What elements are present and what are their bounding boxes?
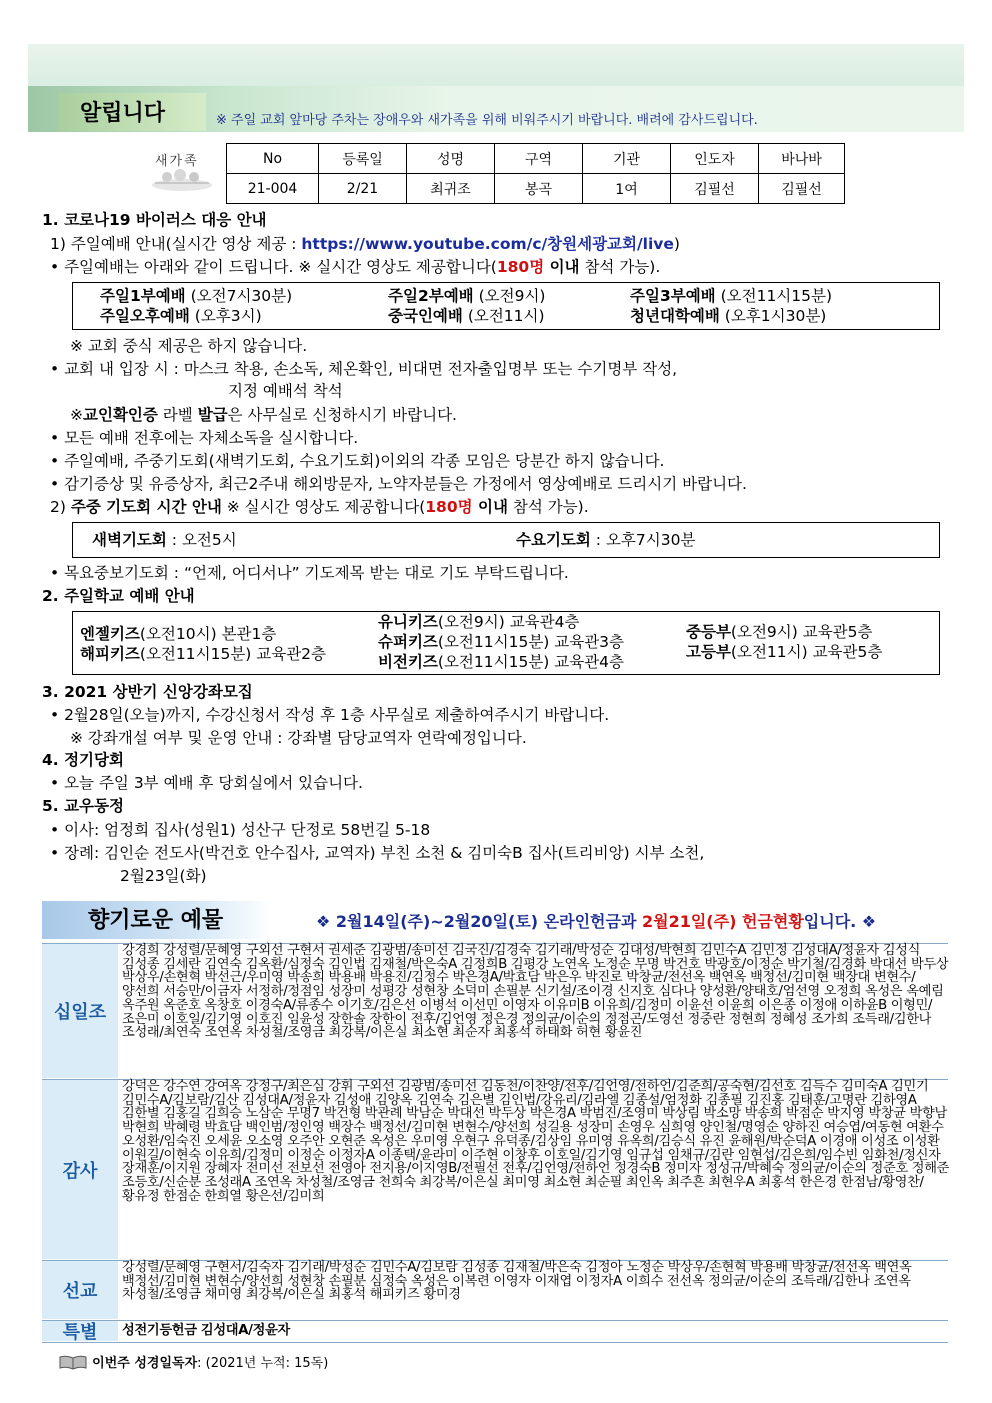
new-family-table (226, 143, 845, 204)
footer-label: 이번주 성경일독자 (92, 1356, 198, 1371)
section-2-title: 2. 주일학교 예배 안내 (42, 587, 195, 605)
sunday-service-heading (50, 234, 680, 254)
footer-text: : (2021년 누적: 15독) (197, 1356, 329, 1371)
offering-title: 향기로운 예물 (88, 908, 224, 933)
bullet-symptoms: • 감기증상 및 유증상자, 최근2주내 해외방문자, 노약자분들은 가정에서 영상예배로 드리시기 바랍니다. (50, 475, 747, 493)
prayer-name: 새벽기도회 (92, 531, 167, 549)
offering-subtitle (316, 909, 876, 932)
text: 은 사무실로 신청하시기 바랍니다. (227, 406, 457, 424)
service-name: 주일3부예배 (630, 287, 716, 305)
school-name: 해피키즈 (80, 645, 140, 663)
school-info: (오전11시) 교육관5층 (730, 643, 883, 661)
bullet-entry: • 교회 내 입장 시 : 마스크 착용, 손소독, 체온확인, 비대면 전자출입명부 또는 수기명부 작성, (50, 360, 678, 378)
school-info: (오전11시15분) 교육관2층 (139, 645, 327, 663)
table-header-cell: No (227, 144, 319, 174)
service-name: 중국인예배 (388, 307, 463, 325)
bullet-session: • 오늘 주일 3부 예배 후 당회실에서 있습니다. (50, 774, 363, 792)
youtube-link[interactable]: https://www.youtube.com/c/창원세광교회/live (301, 235, 674, 253)
divider (42, 1320, 948, 1321)
school-item (378, 632, 624, 652)
text: 2월21일(주) 헌금현황 (641, 912, 804, 931)
table-cell: 21-004 (227, 174, 319, 204)
bullet-disinfect: • 모든 예배 전후에는 자체소독을 실시합니다. (50, 429, 359, 447)
service-item (630, 306, 826, 326)
service-item (100, 306, 262, 326)
text: 주중 기도회 시간 안내 (70, 498, 222, 516)
table-cell: 김필선 (671, 174, 759, 204)
table-header-cell: 구역 (495, 144, 583, 174)
table-row (227, 174, 845, 204)
school-info: (오전11시15분) 교육관3층 (437, 633, 625, 651)
school-item (378, 612, 579, 632)
thanks-names: 강덕은 강수연 강여옥 강정구/최은심 강휘 구외선 김광범/송미선 김동천/이찬양/전후/김언영/전하언/김준희/공숙현/김선호 김득수 김미숙A 김민기 김민수A/김보람/김산 김성대A/정윤자 김성애 김양옥 김연숙 김은별 김인법/강유리/김라엘 김종설/엄정화 김종필 김진홍 김태훈/고명란 김하영A 김한별 김홍길 김희승 노삼순 무명7 박건형 박관례 박남순 박대선 박두상 박은경A 박범진/조영미 박상림 박소망 박송희 박점순 박지영 박창균 박향남 박현희 박혜령 박효담 백인범/정인영 백장수 백정선/김미현 변현수/양선희 성길용 성장미 손영우 심희영 양인철/명영순 양하진 여승엽/여동현 여환수 오성환/임숙진 오세윤 오소영 오주안 오현준 옥성은 우미영 우현구 유덕종/김상임 유미영 유옥희/김승식 유진 윤해원/박순덕A 이경애 이성조 이성환 이원길/이현숙 이유희/김정미 이정순 이정자A 이종택/윤라미 이주현 이창후 이호일/김기영 임규섭 임채규/김란 임현섭/김은희/임수빈 임화천/정신자 장재훈/이지원 장혜자 전미선 전보선 전영아 전지용/이지영B/전필선 전후/김언영/전하언 정경숙B 정미자 정성규/박혜숙 정의균/이순의 정준호 정해준 조등호/신순분 조성래A 조연옥 차성철/조영금 천희숙 최강복/이은실 최미영 최소현 최순필 최인옥 최주흔 최현우A 최홍석 한은경 한점남/황영찬/황유정 한점순 한희열 황은선/김미희 (122, 1079, 950, 1204)
school-name: 엔젤키즈 (80, 625, 140, 643)
service-name: 주일2부예배 (388, 287, 474, 305)
service-time: (오후3시) (194, 307, 262, 325)
bullet-meetings: • 주일예배, 주중기도회(새벽기도회, 수요기도회)이외의 각종 모임은 당분간 하지 않습니다. (50, 452, 665, 470)
school-name: 슈퍼키즈 (378, 633, 438, 651)
note-id-label (70, 405, 457, 425)
service-time: (오전7시30분) (190, 287, 293, 305)
text: 참석 가능). (507, 498, 589, 516)
text: 교인확인증 (83, 406, 158, 424)
school-item (686, 642, 882, 662)
text: ※ (70, 406, 83, 424)
bullet-entry-cont: 지정 예배석 착석 (228, 382, 343, 400)
text: 이내 (472, 498, 508, 516)
category-tithe: 십일조 (42, 944, 118, 1078)
capacity-number: 180명 (496, 258, 545, 276)
school-item (80, 624, 276, 644)
table-header-cell: 인도자 (671, 144, 759, 174)
text: • 주일예배는 아래와 같이 드립니다. ※ 실시간 영상도 제공합니다( (50, 258, 497, 276)
table-cell: 봉곡 (495, 174, 583, 204)
service-name: 청년대학예배 (630, 307, 720, 325)
bullet-course: • 2월28일(오늘)까지, 수강신청서 작성 후 1층 사무실로 제출하여주시기 바랍니다. (50, 706, 610, 724)
bullet-moving: • 이사: 엄정희 집사(성원1) 성산구 단정로 58번길 5-18 (50, 821, 431, 839)
school-item (80, 644, 326, 664)
category-special: 특별 (42, 1321, 118, 1341)
school-item (378, 652, 624, 672)
table-header-cell: 바나바 (759, 144, 845, 174)
table-cell: 2/21 (319, 174, 407, 204)
school-name: 중등부 (686, 623, 731, 641)
text: 라벨 (157, 406, 198, 424)
category-mission: 선교 (42, 1261, 118, 1319)
school-info: (오전10시) 본관1층 (139, 625, 277, 643)
bible-reading-footer (58, 1352, 328, 1371)
table-header-cell: 성명 (407, 144, 495, 174)
special-names: 성전기등헌금 김성대A/정윤자 (122, 1323, 290, 1338)
section-5-title: 5. 교우동정 (42, 797, 124, 815)
school-info: (오전11시15분) 교육관4층 (437, 653, 625, 671)
bullet-sunday-service (50, 257, 660, 277)
flower-basket-icon (147, 167, 217, 193)
service-name: 주일1부예배 (100, 287, 186, 305)
table-header-cell: 등록일 (319, 144, 407, 174)
service-time: (오전11시) (467, 307, 545, 325)
service-item (388, 306, 545, 326)
service-time: (오전11시15분) (720, 287, 833, 305)
book-icon (58, 1354, 88, 1370)
service-time: (오후1시30분) (724, 307, 827, 325)
weekday-prayer-heading (50, 497, 589, 517)
table-cell: 최귀조 (407, 174, 495, 204)
prayer-item (516, 530, 695, 550)
school-item (686, 622, 872, 642)
prayer-time: : 오전5시 (166, 531, 237, 549)
parking-notice: ※ 주일 교회 앞마당 주차는 장애우와 새가족을 위해 비워주시기 바랍니다. 배려에 감사드립니다. (216, 113, 758, 128)
table-cell: 김필선 (759, 174, 845, 204)
school-info: (오전9시) 교육관4층 (437, 613, 580, 631)
school-info: (오전9시) 교육관5층 (730, 623, 873, 641)
service-item (388, 286, 545, 306)
text: 2) (50, 498, 71, 516)
capacity-number: 180명 (425, 498, 473, 516)
text: ) (673, 235, 680, 253)
note-course: ※ 강좌개설 여부 및 운영 안내 : 강좌별 담당교역자 연락예정입니다. (70, 729, 527, 747)
table-header-cell: 기관 (583, 144, 671, 174)
prayer-name: 수요기도회 (516, 531, 591, 549)
text: ※ 실시간 영상도 제공합니다( (221, 498, 426, 516)
service-time: (오전9시) (478, 287, 546, 305)
table-cell: 1여 (583, 174, 671, 204)
mission-names: 강성렬/문혜영 구현서/김숙자 김기래/박성순 김민수A/김보람 김성종 김재철/박은숙 김정아 노정순 박상우/손현혁 박용배 박창균/전선옥 백연옥 백정선/김미현 변현수/양선희 성현창 손필분 심정숙 옥성은 이복련 이영자 이재엽 이정자A 이희수 전선옥 정의균/이순의 조득래/김한나 조연옥 차성철/조영금 채미영 최강복/이은실 최홍석 해피키즈 황미경 (122, 1260, 912, 1303)
text: 발급 (197, 406, 228, 424)
service-item (100, 286, 292, 306)
tithe-names: 강경희 강성렬/문혜영 구외선 구현서 권세준 김광범/송미선 김국진/김경숙 김기래/박성순 김대성/박현희 김민수A 김민정 김성대A/정윤자 김성식 김성종 김세란 김연숙 김옥환/심정숙 김인법 김재철/박은숙A 김정희B 김평강 노연옥 노정순 무명 박건호 박광호/이정순 박기철/김경화 박대선 박두상 박상우/손현혁 박선근/우미영 박송희 박용배 박용진/김정수 박은경A/박효담 박은우 박진로 박창균/전선옥 백연옥 백정선/김미현 백장대 변현수/양선희 서승만/이금자 서정하/정점임 성장미 성평강 성현창 소덕미 손필분 신기설/조이경 신지호 심다나 양성환/양태호/엄선영 오정희 옥성은 옥예림 옥주원 옥준호 옥창호 이경숙A/류종수 이기호/김은선 이병석 이선민 이영자 이유미B 이유희/김정미 이윤선 이윤희 이은종 이정애 이하윤B 이형민/조은미 이호일/김기영 이호진 임윤성 장한솔 장한이 전후/김언영 정은경 정의균/이순의 정점곤/도영선 정중란 정현희 정혜성 조가희 조득래/김한나 조성래/최연숙 조연옥 차성철/조영금 최강복/이은실 최소현 최순자 최홍석 하태화 허현 황윤진 (122, 943, 949, 1041)
school-name: 유니키즈 (378, 613, 438, 631)
section-4-title: 4. 정기당회 (42, 751, 124, 769)
section-3-title: 3. 2021 상반기 신앙강좌모집 (42, 683, 253, 701)
text: 참석 가능). (579, 258, 661, 276)
text: ❖ 2월14일(주)~2월20일(토) 온라인헌금과 (316, 912, 642, 931)
school-name: 비전키즈 (378, 653, 438, 671)
school-name: 고등부 (686, 643, 731, 661)
text: 1) 주일예배 안내(실시간 영상 제공 : (50, 235, 302, 253)
category-thanks: 감사 (42, 1080, 118, 1259)
bullet-thursday: • 목요중보기도회 : “언제, 어디서나” 기도제목 받는 대로 기도 부탁드립니다. (50, 564, 569, 582)
divider (42, 1342, 948, 1343)
new-family-label: 새가족 (155, 154, 199, 169)
text: 입니다. ❖ (803, 912, 877, 931)
section-1-title: 1. 코로나19 바이러스 대응 안내 (42, 211, 267, 229)
note-lunch: ※ 교회 중식 제공은 하지 않습니다. (70, 337, 308, 355)
service-name: 주일오후예배 (100, 307, 190, 325)
table-row (227, 144, 845, 174)
bullet-funeral-date: 2월23일(화) (120, 867, 207, 885)
bullet-funeral: • 장례: 김인순 전도사(박건호 안수집사, 교역자) 부친 소천 & 김미숙B 집사(트리비앙) 시부 소천, (50, 844, 705, 862)
prayer-time: : 오후7시30분 (590, 531, 696, 549)
page-title: 알립니다 (80, 101, 166, 126)
service-item (630, 286, 832, 306)
text: 이내 (544, 258, 580, 276)
prayer-item (92, 530, 237, 550)
